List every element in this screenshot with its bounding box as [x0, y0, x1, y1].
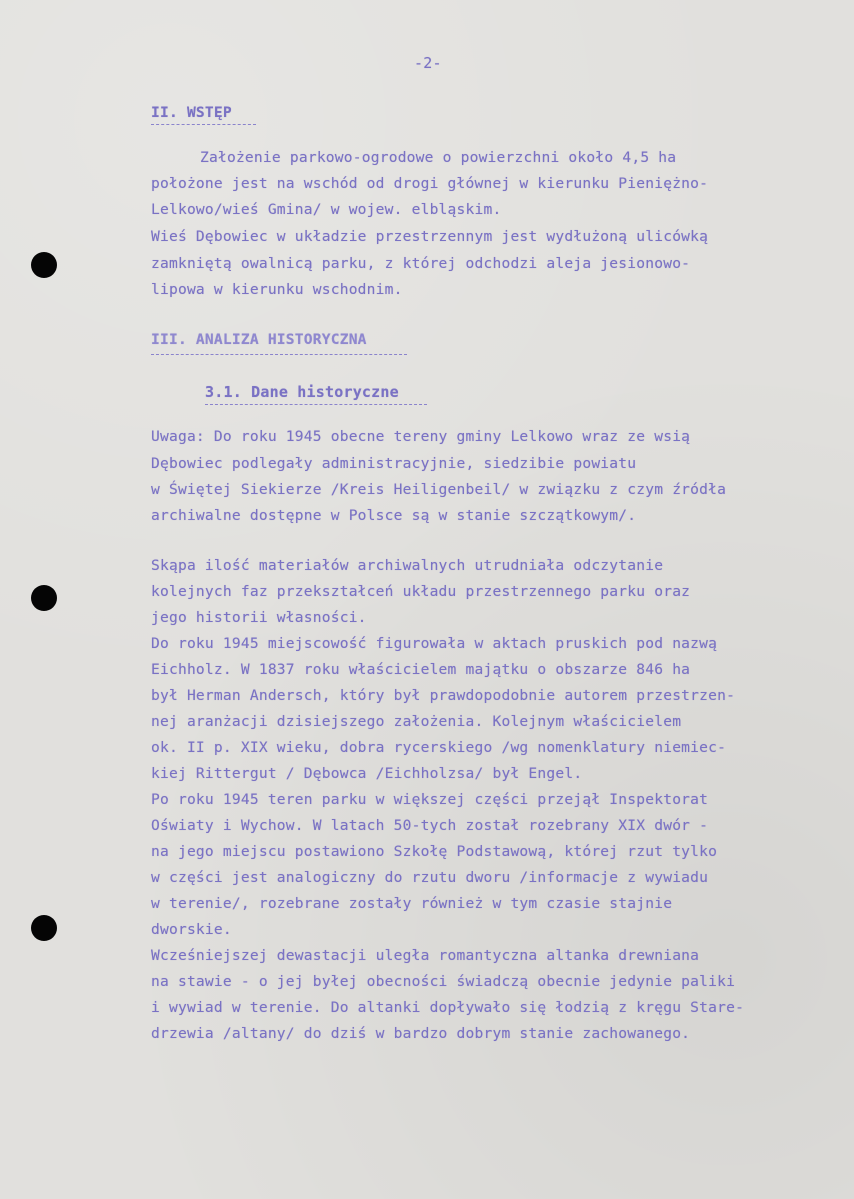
heading-underline [151, 354, 407, 355]
text-line: Lelkowo/wieś Gmina/ w wojew. elbląskim. [151, 201, 502, 218]
text-line: Wieś Dębowiec w układzie przestrzennym jest wydłużoną ulicówką [151, 228, 709, 245]
note-line: w Świętej Siekierze /Kreis Heiligenbeil/ w związku z czym źródła [151, 481, 727, 498]
text-line: Wcześniejszej dewastacji uległa romantyczna altanka drewniana [151, 947, 700, 964]
text-line: lipowa w kierunku wschodnim. [151, 281, 403, 298]
text-line: Założenie parkowo-ogrodowe o powierzchni około 4,5 ha [200, 149, 677, 166]
binder-hole [31, 585, 57, 611]
text-line: był Herman Andersch, który był prawdopodobnie autorem przestrzen- [151, 687, 736, 704]
text-line: jego historii własności. [151, 609, 367, 626]
text-line: Eichholz. W 1837 roku właścicielem majątku o obszarze 846 ha [151, 661, 691, 678]
text-line: położone jest na wschód od drogi głównej w kierunku Pieniężno- [151, 175, 709, 192]
text-line: zamkniętą owalnicą parku, z której odchodzi aleja jesionowo- [151, 255, 691, 272]
text-line: Do roku 1945 miejscowość figurowała w aktach pruskich pod nazwą [151, 635, 718, 652]
subheading-underline [205, 404, 427, 405]
text-line: i wywiad w terenie. Do altanki dopływało się łodzią z kręgu Stare- [151, 999, 745, 1016]
note-line: archiwalne dostępne w Polsce są w stanie szczątkowym/. [151, 507, 637, 524]
text-line: ok. II p. XIX wieku, dobra rycerskiego /wg nomenklatury niemiec- [151, 739, 727, 756]
text-line: w terenie/, rozebrane zostały również w tym czasie stajnie [151, 895, 673, 912]
text-line: na jego miejscu postawiono Szkołę Podstawową, której rzut tylko [151, 843, 718, 860]
subsection-heading: 3.1. Dane historyczne [205, 383, 399, 401]
text-line: Po roku 1945 teren parku w większej części przejął Inspektorat [151, 791, 709, 808]
text-line: kolejnych faz przekształceń układu przestrzennego parku oraz [151, 583, 691, 600]
text-line: drzewia /altany/ do dziś w bardzo dobrym stanie zachowanego. [151, 1025, 691, 1042]
page-number: -2- [414, 54, 442, 72]
heading-underline [151, 124, 256, 125]
note-line: Uwaga: Do roku 1945 obecne tereny gminy Lelkowo wraz ze wsią [151, 428, 691, 445]
binder-hole [31, 252, 57, 278]
text-line: na stawie - o jej byłej obecności świadczą obecnie jedynie paliki [151, 973, 736, 990]
text-line: nej aranżacji dzisiejszego założenia. Kolejnym właścicielem [151, 713, 682, 730]
text-line: Oświaty i Wychow. W latach 50-tych został rozebrany XIX dwór - [151, 817, 709, 834]
text-line: dworskie. [151, 921, 232, 938]
text-line: Skąpa ilość materiałów archiwalnych utrudniała odczytanie [151, 557, 664, 574]
section-heading-intro: II. WSTĘP [151, 104, 232, 121]
binder-hole [31, 915, 57, 941]
section-heading-history: III. ANALIZA HISTORYCZNA [151, 331, 367, 348]
note-line: Dębowiec podlegały administracyjnie, siedzibie powiatu [151, 455, 637, 472]
text-line: w części jest analogiczny do rzutu dworu /informacje z wywiadu [151, 869, 709, 886]
text-line: kiej Rittergut / Dębowca /Eichholzsa/ był Engel. [151, 765, 583, 782]
